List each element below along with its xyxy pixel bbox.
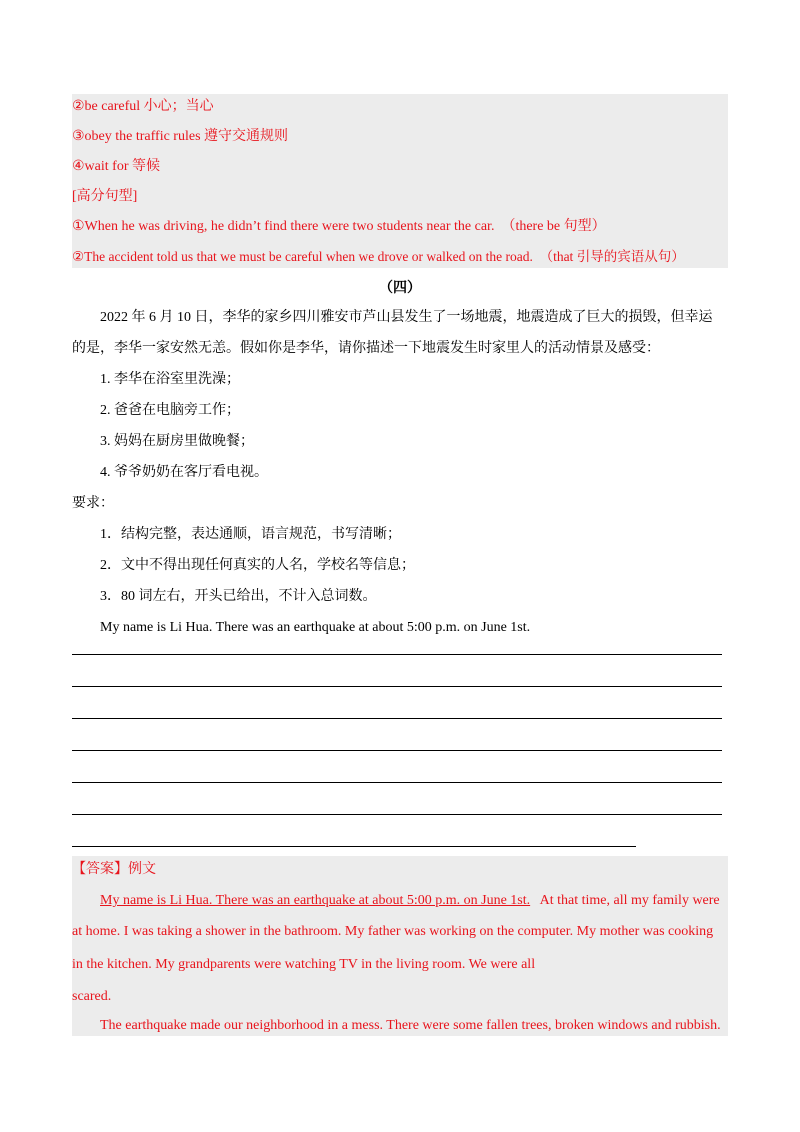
requirements-label: 要求： xyxy=(72,496,114,511)
section-title: （四） xyxy=(379,281,421,296)
vocab-item: ④wait for 等候 xyxy=(72,159,160,174)
writing-line[interactable] xyxy=(72,782,722,783)
requirement-item: 2．文中不得出现任何真实的人名，学校名等信息； xyxy=(100,558,415,573)
point-item: 1. 李华在浴室里洗澡； xyxy=(100,372,240,387)
answer-line xyxy=(100,892,720,910)
answer-line: at home. I was taking a shower in the bathroom. My father was working on the computer. My mother was cooking xyxy=(72,924,714,939)
sentence-item: ①When he was driving, he didn’t find there were two students near the car. （there be 句型） xyxy=(72,219,606,234)
vocab-item: ②be careful 小心；当心 xyxy=(72,99,214,114)
sentence-item: ②The accident told us that we must be careful when we drove or walked on the road. （that 引导的宾语从句） xyxy=(72,249,685,264)
opening-sentence: My name is Li Hua. There was an earthquake at about 5:00 p.m. on June 1st. xyxy=(100,620,531,635)
answer-line: scared. xyxy=(72,989,112,1004)
writing-line[interactable] xyxy=(72,718,722,719)
intro-text: 的是，李华一家安然无恙。假如你是李华，请你描述一下地震发生时家里人的活动情景及感受： xyxy=(72,341,660,356)
answer-opening: My name is Li Hua. There was an earthquake at about 5:00 p.m. on June 1st. xyxy=(100,893,531,908)
point-item: 3. 妈妈在厨房里做晚餐； xyxy=(100,434,254,449)
top-answer-shade xyxy=(72,94,728,268)
writing-line[interactable] xyxy=(72,686,722,687)
intro-text: 2022 年 6 月 10 日，李华的家乡四川雅安市芦山县发生了一场地震，地震造成了巨大的损毁，但幸运 xyxy=(100,310,713,325)
point-item: 2. 爸爸在电脑旁工作； xyxy=(100,403,240,418)
vocab-item: ③obey the traffic rules 遵守交通规则 xyxy=(72,129,289,144)
writing-line[interactable] xyxy=(72,814,722,815)
writing-line[interactable] xyxy=(72,846,636,847)
writing-line[interactable] xyxy=(72,750,722,751)
requirement-item: 3．80 词左右，开头已给出，不计入总词数。 xyxy=(100,589,377,604)
writing-line[interactable] xyxy=(72,654,722,655)
bottom-answer-shade xyxy=(72,856,728,1036)
answer-line: in the kitchen. My grandparents were watching TV in the living room. We were all xyxy=(72,957,536,972)
answer-continuation: At that time, all my family were xyxy=(539,893,720,908)
answer-label: 【答案】例文 xyxy=(72,862,156,877)
point-item: 4. 爷爷奶奶在客厅看电视。 xyxy=(100,465,268,480)
answer-line: The earthquake made our neighborhood in a mess. There were some fallen trees, broken windows and rubbish. xyxy=(100,1018,721,1033)
sentence-heading: [高分句型] xyxy=(72,189,138,204)
requirement-item: 1．结构完整，表达通顺，语言规范，书写清晰； xyxy=(100,527,401,542)
